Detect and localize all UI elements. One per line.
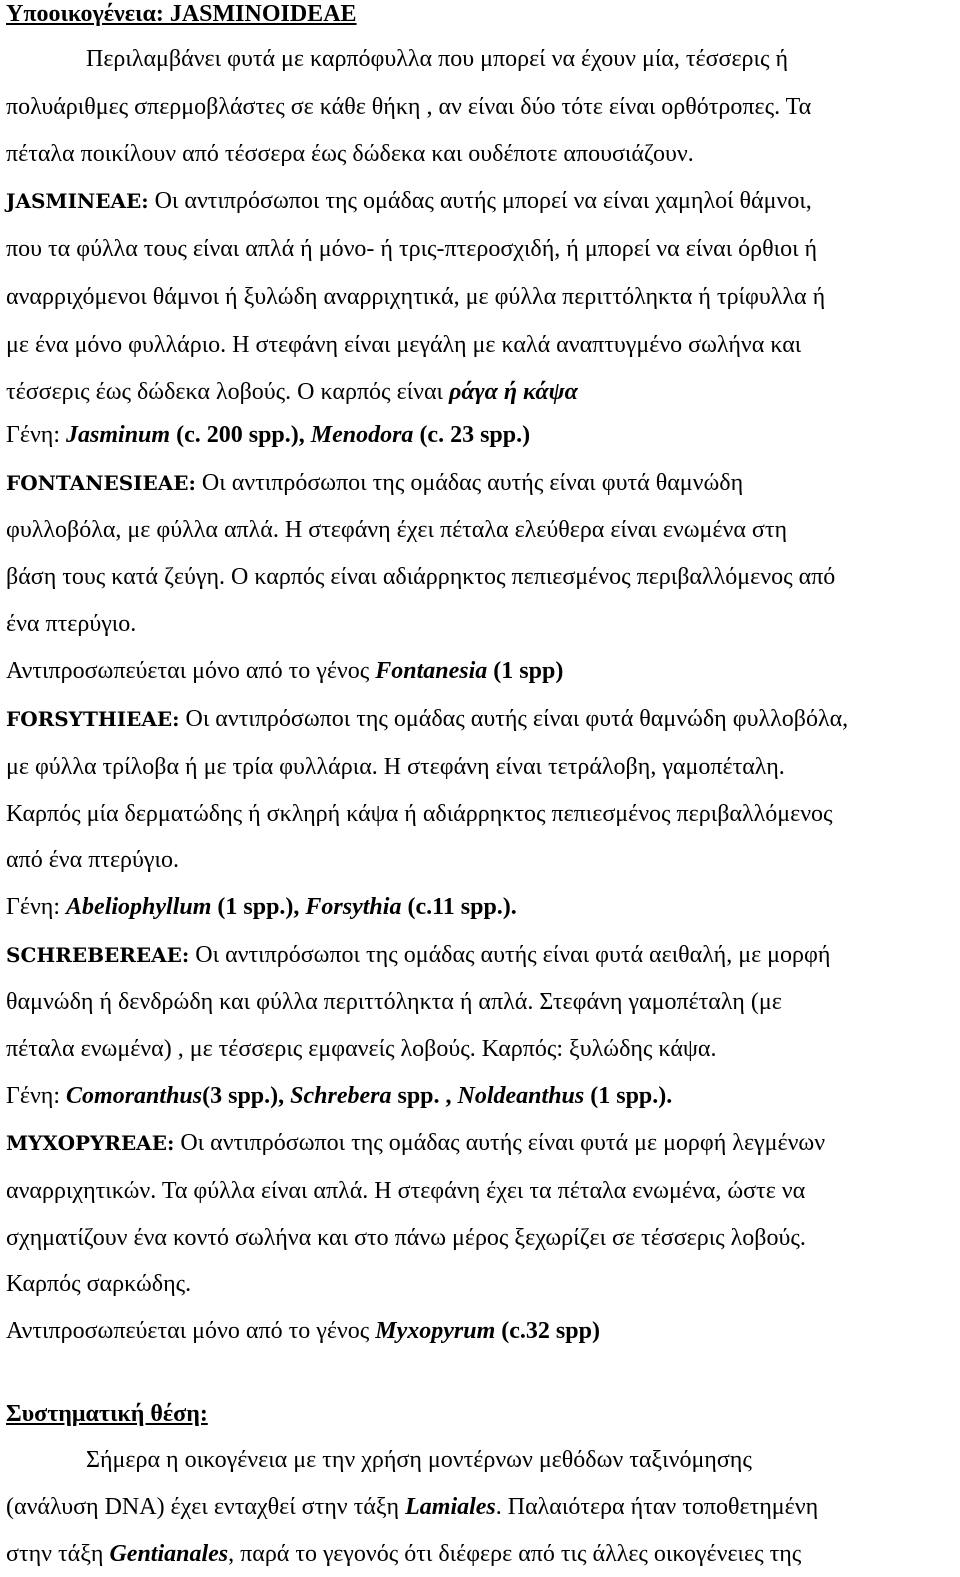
tribe-name-fontanesieae: FONTANESIEAE:: [6, 471, 196, 495]
forsythieae-line-4: από ένα πτερύγιο.: [6, 847, 179, 873]
myxopyreae-genus: Αντιπροσωπεύεται μόνο από το γένος Myxopyrum (c.32 spp): [6, 1318, 600, 1344]
jasmineae-line-2: που τα φύλλα τους είναι απλά ή μόνο- ή τρις-πτεροσχιδή, ή μπορεί να είναι όρθιοι ή: [6, 236, 818, 262]
intro-line-3: πέταλα ποικίλουν από τέσσερα έως δώδεκα και ουδέποτε απουσιάζουν.: [6, 141, 694, 167]
fontanesieae-line-4: ένα πτερύγιο.: [6, 611, 137, 637]
systematic-line-3: στην τάξη Gentianales, παρά το γεγονός ότι διέφερε από τις άλλες οικογένειες της: [6, 1541, 802, 1567]
forsythieae-line-2: με φύλλα τρίλοβα ή με τρία φυλλάρια. Η στεφάνη είναι τετράλοβη, γαμοπέταλη.: [6, 754, 785, 780]
myxopyreae-line-1: MYXOPYREAE: Οι αντιπρόσωποι της ομάδας αυτής είναι φυτά με μορφή λεγμένων: [6, 1130, 826, 1156]
intro-line-2: πολυάριθμες σπερμοβλάστες σε κάθε θήκη , αν είναι δύο τότε είναι ορθότροπες. Τα: [6, 94, 812, 120]
fontanesieae-genus: Αντιπροσωπεύεται μόνο από το γένος Fontanesia (1 spp): [6, 658, 564, 684]
systematic-line-2: (ανάλυση DNA) έχει ενταχθεί στην τάξη Lamiales. Παλαιότερα ήταν τοποθετημένη: [6, 1494, 819, 1520]
myxopyreae-line-2: αναρριχητικών. Τα φύλλα είναι απλά. Η στεφάνη έχει τα πέταλα ενωμένα, ώστε να: [6, 1178, 806, 1204]
subfamily-heading: Υποοικογένεια: JASMINOIDEAE: [6, 1, 357, 27]
jasmineae-line-5: τέσσερις έως δώδεκα λοβούς. Ο καρπός είναι ράγα ή κάψα: [6, 379, 578, 405]
intro-line-1: Περιλαμβάνει φυτά με καρπόφυλλα που μπορεί να έχουν μία, τέσσερις ή: [86, 46, 789, 72]
jasmineae-line-3: αναρριχόμενοι θάμνοι ή ξυλώδη αναρριχητικά, με φύλλα περιττόληκτα ή τρίφυλλα ή: [6, 284, 826, 310]
jasmineae-line-1: JASMINEAE: Οι αντιπρόσωποι της ομάδας αυτής μπορεί να είναι χαμηλοί θάμνοι,: [6, 188, 812, 214]
myxopyreae-line-3: σχηματίζουν ένα κοντό σωλήνα και στο πάνω μέρος ξεχωρίζει σε τέσσερις λοβούς.: [6, 1225, 806, 1251]
forsythieae-genera: Γένη: Abeliophyllum (1 spp.), Forsythia (c.11 spp.).: [6, 894, 517, 920]
forsythieae-line-1: FORSYTHIEAE: Οι αντιπρόσωποι της ομάδας αυτής είναι φυτά θαμνώδη φυλλοβόλα,: [6, 706, 849, 732]
schrebereae-genera: Γένη: Comoranthus(3 spp.), Schrebera spp. , Noldeanthus (1 spp.).: [6, 1083, 673, 1109]
tribe-name-forsythieae: FORSYTHIEAE:: [6, 707, 180, 731]
jasmineae-genera: Γένη: Jasminum (c. 200 spp.), Menodora (c. 23 spp.): [6, 422, 531, 448]
tribe-name-myxopyreae: MYXOPYREAE:: [6, 1131, 175, 1155]
systematic-heading: Συστηματική θέση:: [6, 1401, 208, 1427]
systematic-line-1: Σήμερα η οικογένεια με την χρήση μοντέρνων μεθόδων ταξινόμησης: [86, 1447, 752, 1473]
fruit-type: ράγα ή κάψα: [448, 379, 578, 405]
fontanesieae-line-2: φυλλοβόλα, με φύλλα απλά. Η στεφάνη έχει πέταλα ελεύθερα είναι ενωμένα στη: [6, 517, 788, 543]
schrebereae-line-3: πέταλα ενωμένα) , με τέσσερις εμφανείς λοβούς. Καρπός: ξυλώδης κάψα.: [6, 1036, 717, 1062]
myxopyreae-line-4: Καρπός σαρκώδης.: [6, 1271, 192, 1297]
tribe-name-schrebereae: SCHREBEREAE:: [6, 943, 190, 967]
fontanesieae-line-1: FONTANESIEAE: Οι αντιπρόσωποι της ομάδας αυτής είναι φυτά θαμνώδη: [6, 470, 744, 496]
fontanesieae-line-3: βάση τους κατά ζεύγη. Ο καρπός είναι αδιάρρηκτος πεπιεσμένος περιβαλλόμενος από: [6, 564, 836, 590]
schrebereae-line-2: θαμνώδη ή δενδρώδη και φύλλα περιττόληκτα ή απλά. Στεφάνη γαμοπέταλη (με: [6, 989, 782, 1015]
forsythieae-line-3: Καρπός μία δερματώδης ή σκληρή κάψα ή αδιάρρηκτος πεπιεσμένος περιβαλλόμενος: [6, 801, 833, 827]
schrebereae-line-1: SCHREBEREAE: Οι αντιπρόσωποι της ομάδας αυτής είναι φυτά αειθαλή, με μορφή: [6, 942, 831, 968]
tribe-name-jasmineae: JASMINEAE:: [6, 189, 149, 213]
jasmineae-line-4: με ένα μόνο φυλλάριο. Η στεφάνη είναι μεγάλη με καλά αναπτυγμένο σωλήνα και: [6, 332, 802, 358]
